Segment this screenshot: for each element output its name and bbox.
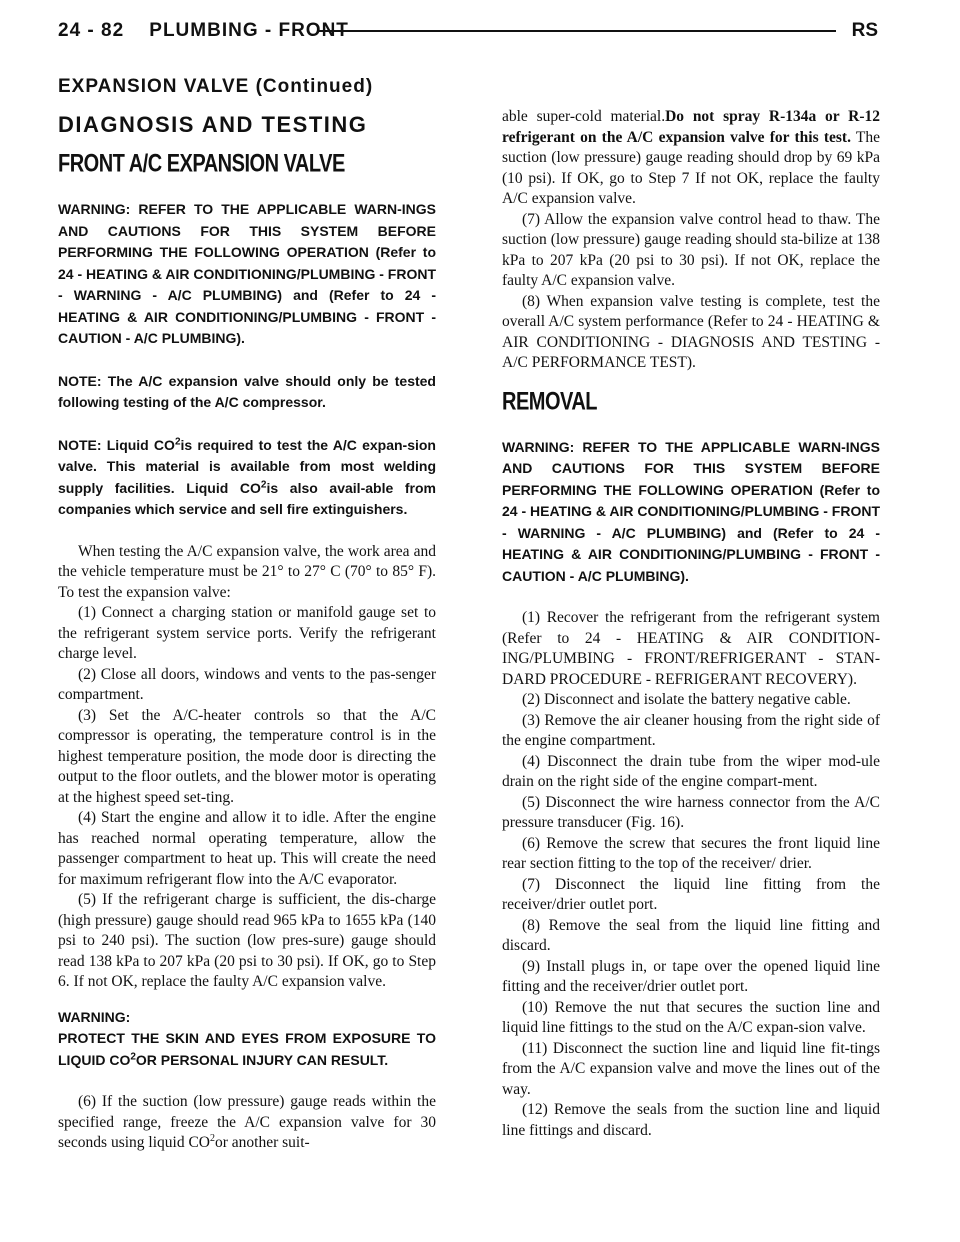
step-3: (3) Set the A/C-heater controls so that the A/C compressor is operating, the temperature control is in the highest temperature position, the mode door is directing the output to the floor outlets, and the blower motor is operating at the highest speed set-ting. [58,706,436,806]
warning-block: WARNING: REFER TO THE APPLICABLE WARN-INGS AND CAUTIONS FOR THIS SYSTEM BEFORE PERFORMING THE FOLLOWING OPERATION (Refer to 24 - HEATING & AIR CONDITIONING/PLUMBING - FRONT - WARNING - A/C PLUMBING) and (Refer to 24 - HEATING & AIR CONDITIONING/PLUMBING - FRONT - CAUTION - A/C PLUMBING). [58,201,436,346]
step-text: The suction (low pressure) gauge reading should drop by 69 kPa (10 psi). If OK, go to Step 7 If not OK, replace the faulty A/C expansion valve. [502,128,880,207]
note-block: NOTE: The A/C expansion valve should only be tested following testing of the A/C compressor. [58,372,436,410]
subscript-2: 2 [130,1050,136,1062]
warning-block: WARNING: REFER TO THE APPLICABLE WARN-INGS AND CAUTIONS FOR THIS SYSTEM BEFORE PERFORMING THE FOLLOWING OPERATION (Refer to 24 - HEATING & AIR CONDITIONING/PLUMBING - FRONT - WARNING - A/C PLUMBING) and (Refer to 24 - HEATING & AIR CONDITIONING/PLUMBING - FRONT - CAUTION - A/C PLUMBING). [502,438,880,584]
section-title: DIAGNOSIS AND TESTING [58,112,368,137]
bold-caution: Do not spray R-134a or R-12 refrigerant on the A/C expansion valve for this test. [502,108,880,146]
step-text: (6) If the suction (low pressure) gauge reads within the specified range, freeze the A/C expansion valve for 30 seconds using liquid CO [58,1093,436,1151]
removal-step-7: (7) Disconnect the liquid line fitting from the receiver/drier outlet port. [502,875,880,913]
continued-heading: EXPANSION VALVE (Continued) [58,76,374,97]
note-text: NOTE: Liquid CO [58,436,175,453]
note-text: is also avail-able from companies which service and sell fire extinguishers. [58,479,436,517]
step-7: (7) Allow the expansion valve control head to thaw. The suction (low pressure) gauge reading should sta-bilize at 138 kPa to 207 kPa (20 psi to 30 psi). If not OK, replace the faulty A/C expansion valve. [502,210,880,289]
step-5: (5) If the refrigerant charge is sufficient, the dis-charge (high pressure) gauge should read 965 kPa to 1655 kPa (140 psi to 240 psi). The suction (low pres-sure) gauge should read 138 kPa to 207 kPa (20 psi to 30 psi). If OK, go to Step 6. If not OK, replace the faulty A/C expansion valve. [58,891,436,990]
step-2: (2) Close all doors, windows and vents to the pas-senger compartment. [58,665,436,703]
removal-step-12: (12) Remove the seals from the suction line and liquid line fittings and discard. [502,1101,880,1139]
right-column [502,107,880,1141]
note-text: is required to test the A/C expan-sion valve. This material is available from most welding supply facilities. Liquid CO [58,436,436,496]
header-rule [318,30,836,32]
warning-block [58,1028,436,1071]
removal-title: REMOVAL [502,387,598,415]
step-1: (1) Connect a charging station or manifold gauge set to the refrigerant system service ports. Verify the refrigerant charge level. [58,604,436,662]
step-8: (8) When expansion valve testing is complete, test the overall A/C system performance (Refer to 24 - HEATING & AIR CONDITIONING - DIAGNOSIS AND TESTING - A/C PERFORMANCE TEST). [502,292,880,371]
removal-step-1: (1) Recover the refrigerant from the refrigerant system (Refer to 24 - HEATING & AIR CONDITION-ING/PLUMBING - FRONT/REFRIGERANT - STAN-DARD PROCEDURE - REFRIGERANT RECOVERY). [502,609,880,688]
page-number-and-section: 24 - 82 PLUMBING - FRONT [58,20,349,41]
subsection-title: FRONT A/C EXPANSION VALVE [58,150,345,178]
paragraph: When testing the A/C expansion valve, the work area and the vehicle temperature must be 21° to 27° C (70° to 85° F). To test the expansion valve: [58,542,436,601]
page-header [58,20,878,50]
warning-text: PROTECT THE SKIN AND EYES FROM EXPOSURE TO LIQUID CO [58,1030,436,1068]
removal-step-5: (5) Disconnect the wire harness connector from the A/C pressure transducer (Fig. 16). [502,793,880,831]
step-4: (4) Start the engine and allow it to idle. After the engine has reached normal operating temperature, allow the passenger compartment to heat up. This will create the need for maximum refrigerant flow into the A/C evaporator. [58,809,436,888]
step-6-continued [502,107,880,210]
removal-step-8: (8) Remove the seal from the liquid line fitting and discard. [502,916,880,954]
step-text: or another suit- [215,1134,310,1151]
removal-step-2: (2) Disconnect and isolate the battery negative cable. [522,691,851,708]
note-block [58,435,436,521]
step-6 [58,1092,436,1154]
subscript-2: 2 [260,478,267,490]
removal-step-3: (3) Remove the air cleaner housing from the right side of the engine compartment. [502,711,880,749]
removal-step-10: (10) Remove the nut that secures the suction line and liquid line fittings to the stud on the A/C expan-sion valve. [502,998,880,1036]
warning-text: OR PERSONAL INJURY CAN RESULT. [135,1051,389,1068]
removal-step-4: (4) Disconnect the drain tube from the wiper mod-ule drain on the right side of the engine compart-ment. [502,752,880,790]
step-text: able super-cold material. [502,108,666,125]
subscript-2: 2 [210,1132,215,1144]
removal-step-11: (11) Disconnect the suction line and liquid line fit-tings from the A/C expansion valve and move the lines out of the way. [502,1039,880,1098]
subscript-2: 2 [174,435,181,447]
removal-step-6: (6) Remove the screw that secures the front liquid line rear section fitting to the top of the receiver/ drier. [502,834,880,872]
vehicle-code: RS [851,20,878,41]
left-column [58,107,436,1154]
warning-label: WARNING: [58,1008,131,1025]
removal-step-9: (9) Install plugs in, or tape over the opened liquid line fitting and the receiver/drier outlet port. [502,957,880,995]
